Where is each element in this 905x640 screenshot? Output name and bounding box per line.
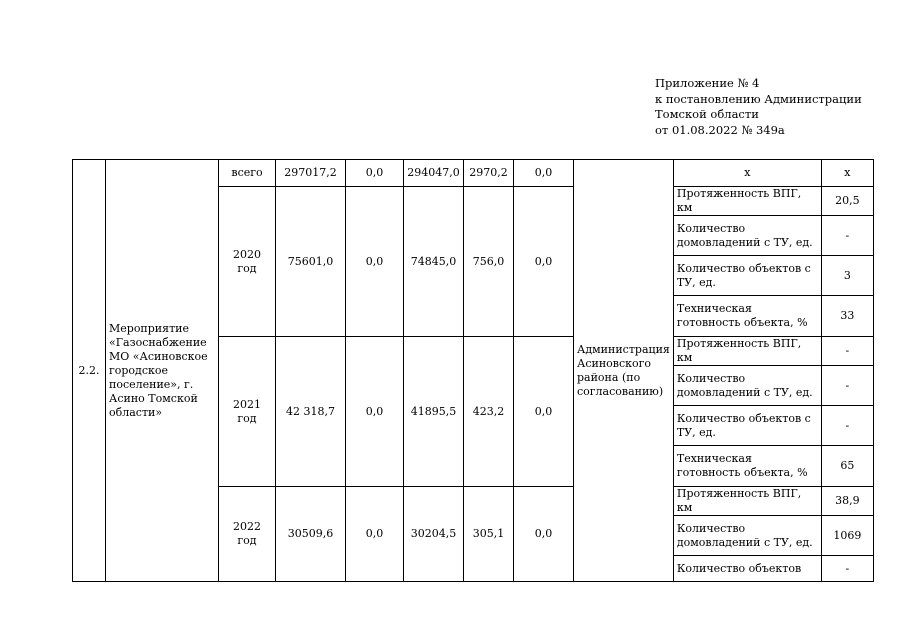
resolution-ref: к постановлению Администрации (655, 91, 862, 106)
federal-cell: 0,0 (346, 187, 404, 337)
indicator-name: Техническая готовность объекта, % (673, 296, 821, 337)
event-name: Мероприятие «Газоснабжение МО «Асиновское городское поселение», г. Асино Томской области» (106, 160, 219, 582)
local-cell: 756,0 (464, 187, 514, 337)
indicator-name: Количество домовладений с ТУ, ед. (673, 366, 821, 406)
federal-cell: 0,0 (346, 487, 404, 582)
indicator-value: 65 (821, 446, 873, 487)
indicator-name: Количество объектов с ТУ, ед. (673, 406, 821, 446)
regional-cell: 74845,0 (404, 187, 464, 337)
row-number: 2.2. (73, 160, 106, 582)
indicator-value: - (821, 556, 873, 582)
federal-cell: 0,0 (346, 337, 404, 487)
regional-cell: 41895,5 (404, 337, 464, 487)
period-cell: всего (219, 160, 276, 187)
indicator-name: Протяженность ВПГ, км (673, 487, 821, 516)
period-cell: 2021 год (219, 337, 276, 487)
regional-cell: 294047,0 (404, 160, 464, 187)
region-name: Томской области (655, 107, 759, 121)
resolution-date: от 01.08.2022 № 349а (655, 122, 785, 137)
table-row (73, 160, 874, 187)
indicator-name: Количество объектов (673, 556, 821, 582)
local-cell: 423,2 (464, 337, 514, 487)
indicator-name: х (673, 160, 821, 187)
other-cell: 0,0 (514, 487, 574, 582)
indicator-value: 33 (821, 296, 873, 337)
other-cell: 0,0 (514, 160, 574, 187)
other-cell: 0,0 (514, 187, 574, 337)
other-cell: 0,0 (514, 337, 574, 487)
total-cell: 75601,0 (276, 187, 346, 337)
indicator-name: Количество домовладений с ТУ, ед. (673, 516, 821, 556)
indicator-value: 38,9 (821, 487, 873, 516)
period-cell: 2020 год (219, 187, 276, 337)
indicator-name: Техническая готовность объекта, % (673, 446, 821, 487)
period-cell: 2022 год (219, 487, 276, 582)
indicator-name: Протяженность ВПГ, км (673, 337, 821, 366)
program-table (72, 159, 874, 582)
executor-cell: Администрация Асиновского района (по согласованию) (574, 160, 674, 582)
indicator-value: 1069 (821, 516, 873, 556)
total-cell: 297017,2 (276, 160, 346, 187)
federal-cell: 0,0 (346, 160, 404, 187)
indicator-value: 20,5 (821, 187, 873, 216)
indicator-value: - (821, 216, 873, 256)
total-cell: 30509,6 (276, 487, 346, 582)
indicator-name: Количество объектов с ТУ, ед. (673, 256, 821, 296)
local-cell: 2970,2 (464, 160, 514, 187)
appendix-title: Приложение № 4 (655, 76, 760, 90)
indicator-value: - (821, 337, 873, 366)
indicator-value: 3 (821, 256, 873, 296)
regional-cell: 30204,5 (404, 487, 464, 582)
indicator-name: Протяженность ВПГ, км (673, 187, 821, 216)
indicator-value: - (821, 366, 873, 406)
local-cell: 305,1 (464, 487, 514, 582)
total-cell: 42 318,7 (276, 337, 346, 487)
indicator-value: х (821, 160, 873, 187)
indicator-name: Количество домовладений с ТУ, ед. (673, 216, 821, 256)
document-header (655, 76, 862, 138)
indicator-value: - (821, 406, 873, 446)
